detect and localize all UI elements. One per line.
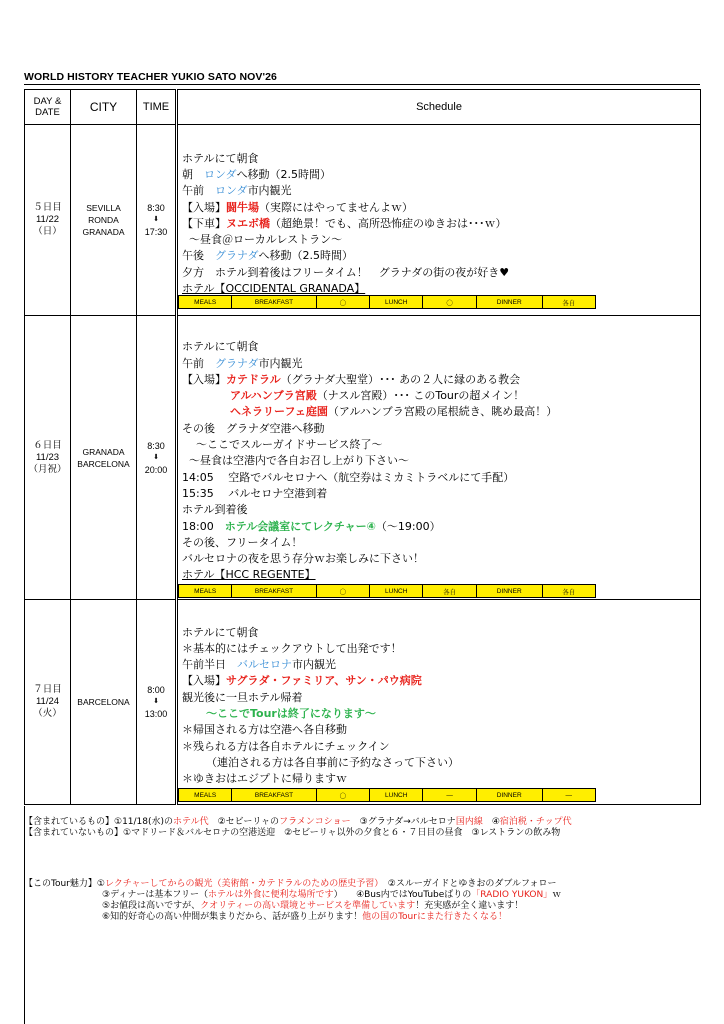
schedule-text	[178, 331, 700, 583]
header-date-label: DATE	[35, 107, 60, 118]
schedule-line: ホテルにて朝食	[182, 625, 259, 639]
schedule-line: ホテルにて朝食	[182, 151, 259, 165]
time-end: 13:00	[144, 709, 168, 719]
schedule-line: 14:05 空路でバルセロナへ（航空券はミカミトラベルにて手配）	[182, 470, 515, 484]
city-name: GRANADA	[82, 227, 125, 237]
time-start: 8:00	[147, 685, 165, 695]
header-time: TIME	[137, 90, 177, 125]
breakfast-label: BREAKFAST	[232, 585, 316, 598]
schedule-line: 観光後に一旦ホテル帰着	[182, 690, 303, 704]
title-rule	[24, 84, 700, 85]
time-end: 20:00	[144, 464, 168, 475]
document-title: WORLD HISTORY TEACHER YUKIO SATO NOV'26	[24, 71, 277, 83]
schedule-line: ～ここでTourは終了になります～	[206, 707, 376, 720]
dinner-label: DINNER	[476, 789, 542, 802]
dinner-value: 各自	[542, 296, 595, 309]
breakfast-value: 〇	[316, 585, 369, 598]
schedule-line: バルセロナの夜を思う存分ｗお楽しみに下さい！	[182, 552, 424, 566]
dinner-value: ―	[542, 789, 595, 802]
breakfast-label: BREAKFAST	[232, 789, 316, 802]
breakfast-value: 〇	[316, 789, 369, 802]
city-name: GRANADA	[82, 446, 125, 457]
city-name: BARCELONA	[77, 697, 130, 707]
schedule-line: 夕方 ホテル到着後はフリータイム！ グラナダの街の夜が好き♥	[182, 265, 510, 279]
header-city: CITY	[71, 90, 137, 125]
excluded-line: 【含まれていないもの】①マドリード＆バルセロナの空港送迎 ②セビーリャ以外の夕食と６・７日目の昼食 ③レストランの飲み物	[24, 828, 561, 838]
schedule-line: 【入場】サグラダ・ファミリア、サン・パウ病院	[182, 674, 422, 688]
header-schedule: Schedule	[177, 90, 701, 125]
day-date: 11/23	[35, 451, 60, 463]
schedule-line: 15:35 バルセロナ空港到着	[182, 486, 328, 500]
highlight-line: 【このTour魅力】①レクチャーしてからの観光（美術館・カテドラルのための歴史予習） ②スルーガイドとゆきおのダブルフォロー	[24, 879, 557, 889]
header-day-label: DAY &	[33, 96, 62, 107]
dinner-label: DINNER	[476, 296, 542, 309]
city-cell	[71, 316, 137, 600]
highlight-line: ⑤お値段は高いですが、クオリティーの高い環境とサービスを準備しています！充実感が全く違います！	[102, 901, 524, 911]
dinner-label: DINNER	[476, 585, 542, 598]
meal-bar	[178, 295, 596, 309]
schedule-line: 午前 グラナダ市内観光	[182, 356, 303, 370]
schedule-cell	[177, 125, 701, 316]
day-row	[25, 316, 701, 600]
schedule-line: 【入場】カテドラル（グラナダ大聖堂）･･･ あの２人に縁のある教会	[182, 372, 521, 386]
included-line: 【含まれているもの】①11/18(水)のホテル代 ②セビーリャのフラメンコショー ③グラナダ→バルセロナ国内線 ④宿泊税・チップ代	[24, 817, 572, 827]
schedule-line: ＊残られる方は各自ホテルにチェックイン	[182, 739, 390, 753]
day-row	[25, 600, 701, 805]
schedule-cell	[177, 600, 701, 805]
day-cell	[25, 125, 71, 316]
down-arrow-icon: ⬇	[153, 216, 159, 223]
time-cell	[137, 125, 177, 316]
time-end: 17:30	[144, 227, 168, 237]
highlight-line: ③ディナーは基本フリー（ホテルは外食に便利な場所です） ④Bus内ではYouTubeばりの「RADIO YUKON」ｗ	[102, 890, 562, 900]
city-name: SEVILLA	[86, 203, 121, 213]
breakfast-label: BREAKFAST	[232, 296, 316, 309]
schedule-line: ＊ゆきおはエジプトに帰りますｗ	[182, 772, 347, 786]
breakfast-value: 〇	[316, 296, 369, 309]
schedule-line: 午後 グラナダへ移動（2.5時間）	[182, 249, 353, 263]
day-date: 11/22	[35, 214, 60, 225]
schedule-line: ～ここでスルーガイドサービス終了～	[196, 438, 383, 452]
meals-label: MEALS	[179, 585, 232, 598]
time-start: 8:30	[147, 203, 165, 213]
city-name: BARCELONA	[77, 458, 130, 469]
schedule-line: ＊基本的にはチェックアウトして出発です！	[182, 641, 402, 655]
day-number: ７日目	[33, 684, 62, 695]
time-cell	[137, 316, 177, 600]
schedule-line: 午前 ロンダ市内観光	[182, 184, 292, 198]
hotel-line: ホテル【OCCIDENTAL GRANADA】	[182, 282, 366, 296]
schedule-line: （連泊される方は各自事前に予約なさって下さい）	[206, 755, 459, 769]
schedule-line: 【入場】闘牛場（実際にはやってませんよｗ）	[182, 200, 413, 214]
lunch-value: 各自	[423, 585, 476, 598]
day-number: ６日目	[33, 439, 62, 451]
tour-highlights	[24, 879, 561, 923]
meal-bar	[178, 584, 596, 598]
city-cell	[71, 125, 137, 316]
day-cell	[25, 600, 71, 805]
schedule-text	[178, 143, 700, 298]
day-row	[25, 125, 701, 316]
schedule-line: ホテルにて朝食	[182, 340, 259, 354]
hotel-line: ホテル【HCC REGENTE】	[182, 568, 316, 582]
header-row	[25, 90, 701, 125]
schedule-line: ホテル到着後	[182, 503, 248, 517]
schedule-line: 18:00 ホテル会議室にてレクチャー④（～19:00）	[182, 519, 441, 533]
day-date: 11/24	[35, 696, 60, 707]
lunch-label: LUNCH	[370, 585, 423, 598]
highlight-line: ⑥知的好奇心の高い仲間が集まりだから、話が盛り上がります！他の国のTourにまた行きたくなる！	[102, 912, 507, 922]
dinner-value: 各自	[542, 585, 595, 598]
time-start: 8:30	[147, 440, 165, 451]
schedule-cell	[177, 316, 701, 600]
day-number: ５日目	[33, 202, 62, 213]
meals-label: MEALS	[179, 789, 232, 802]
time-cell	[137, 600, 177, 805]
meal-bar	[178, 788, 596, 802]
itinerary-table	[24, 89, 701, 805]
city-cell	[71, 600, 137, 805]
day-weekday: （火）	[33, 708, 62, 719]
schedule-line: 午前半日 バルセロナ市内観光	[182, 658, 336, 672]
schedule-line: 朝 ロンダへ移動（2.5時間）	[182, 167, 332, 181]
inclusions-notes	[24, 817, 572, 839]
city-name: RONDA	[88, 215, 119, 225]
heart-icon: ♥	[499, 265, 510, 279]
schedule-line: アルハンブラ宮殿（ナスル宮殿）･･･ このTourの超メイン！	[230, 389, 525, 403]
down-arrow-icon: ⬇	[153, 453, 159, 461]
day-weekday: （日）	[33, 226, 62, 237]
lunch-label: LUNCH	[370, 296, 423, 309]
lunch-value: 〇	[423, 296, 476, 309]
day-cell	[25, 316, 71, 600]
schedule-line: ヘネラリーフェ庭園（アルハンブラ宮殿の尾根続き、眺め最高！）	[230, 405, 558, 419]
lunch-label: LUNCH	[370, 789, 423, 802]
schedule-text	[178, 617, 700, 788]
schedule-line: 【下車】ヌエボ橋（超絶景！でも、高所恐怖症のゆきおは･･･ｗ）	[182, 216, 507, 230]
schedule-line: ＊帰国される方は空港へ各自移動	[182, 723, 347, 737]
lunch-value: ―	[423, 789, 476, 802]
meals-label: MEALS	[179, 296, 232, 309]
down-arrow-icon: ⬇	[153, 698, 159, 705]
schedule-line: その後 グラナダ空港へ移動	[182, 421, 325, 435]
header-day-date	[25, 90, 71, 125]
schedule-line: ～昼食＠ローカルレストラン～	[189, 233, 343, 247]
day-weekday: （月祝）	[28, 463, 67, 475]
schedule-line: ～昼食は空港内で各自お召し上がり下さい～	[189, 454, 409, 468]
schedule-line: その後、フリータイム！	[182, 535, 303, 549]
